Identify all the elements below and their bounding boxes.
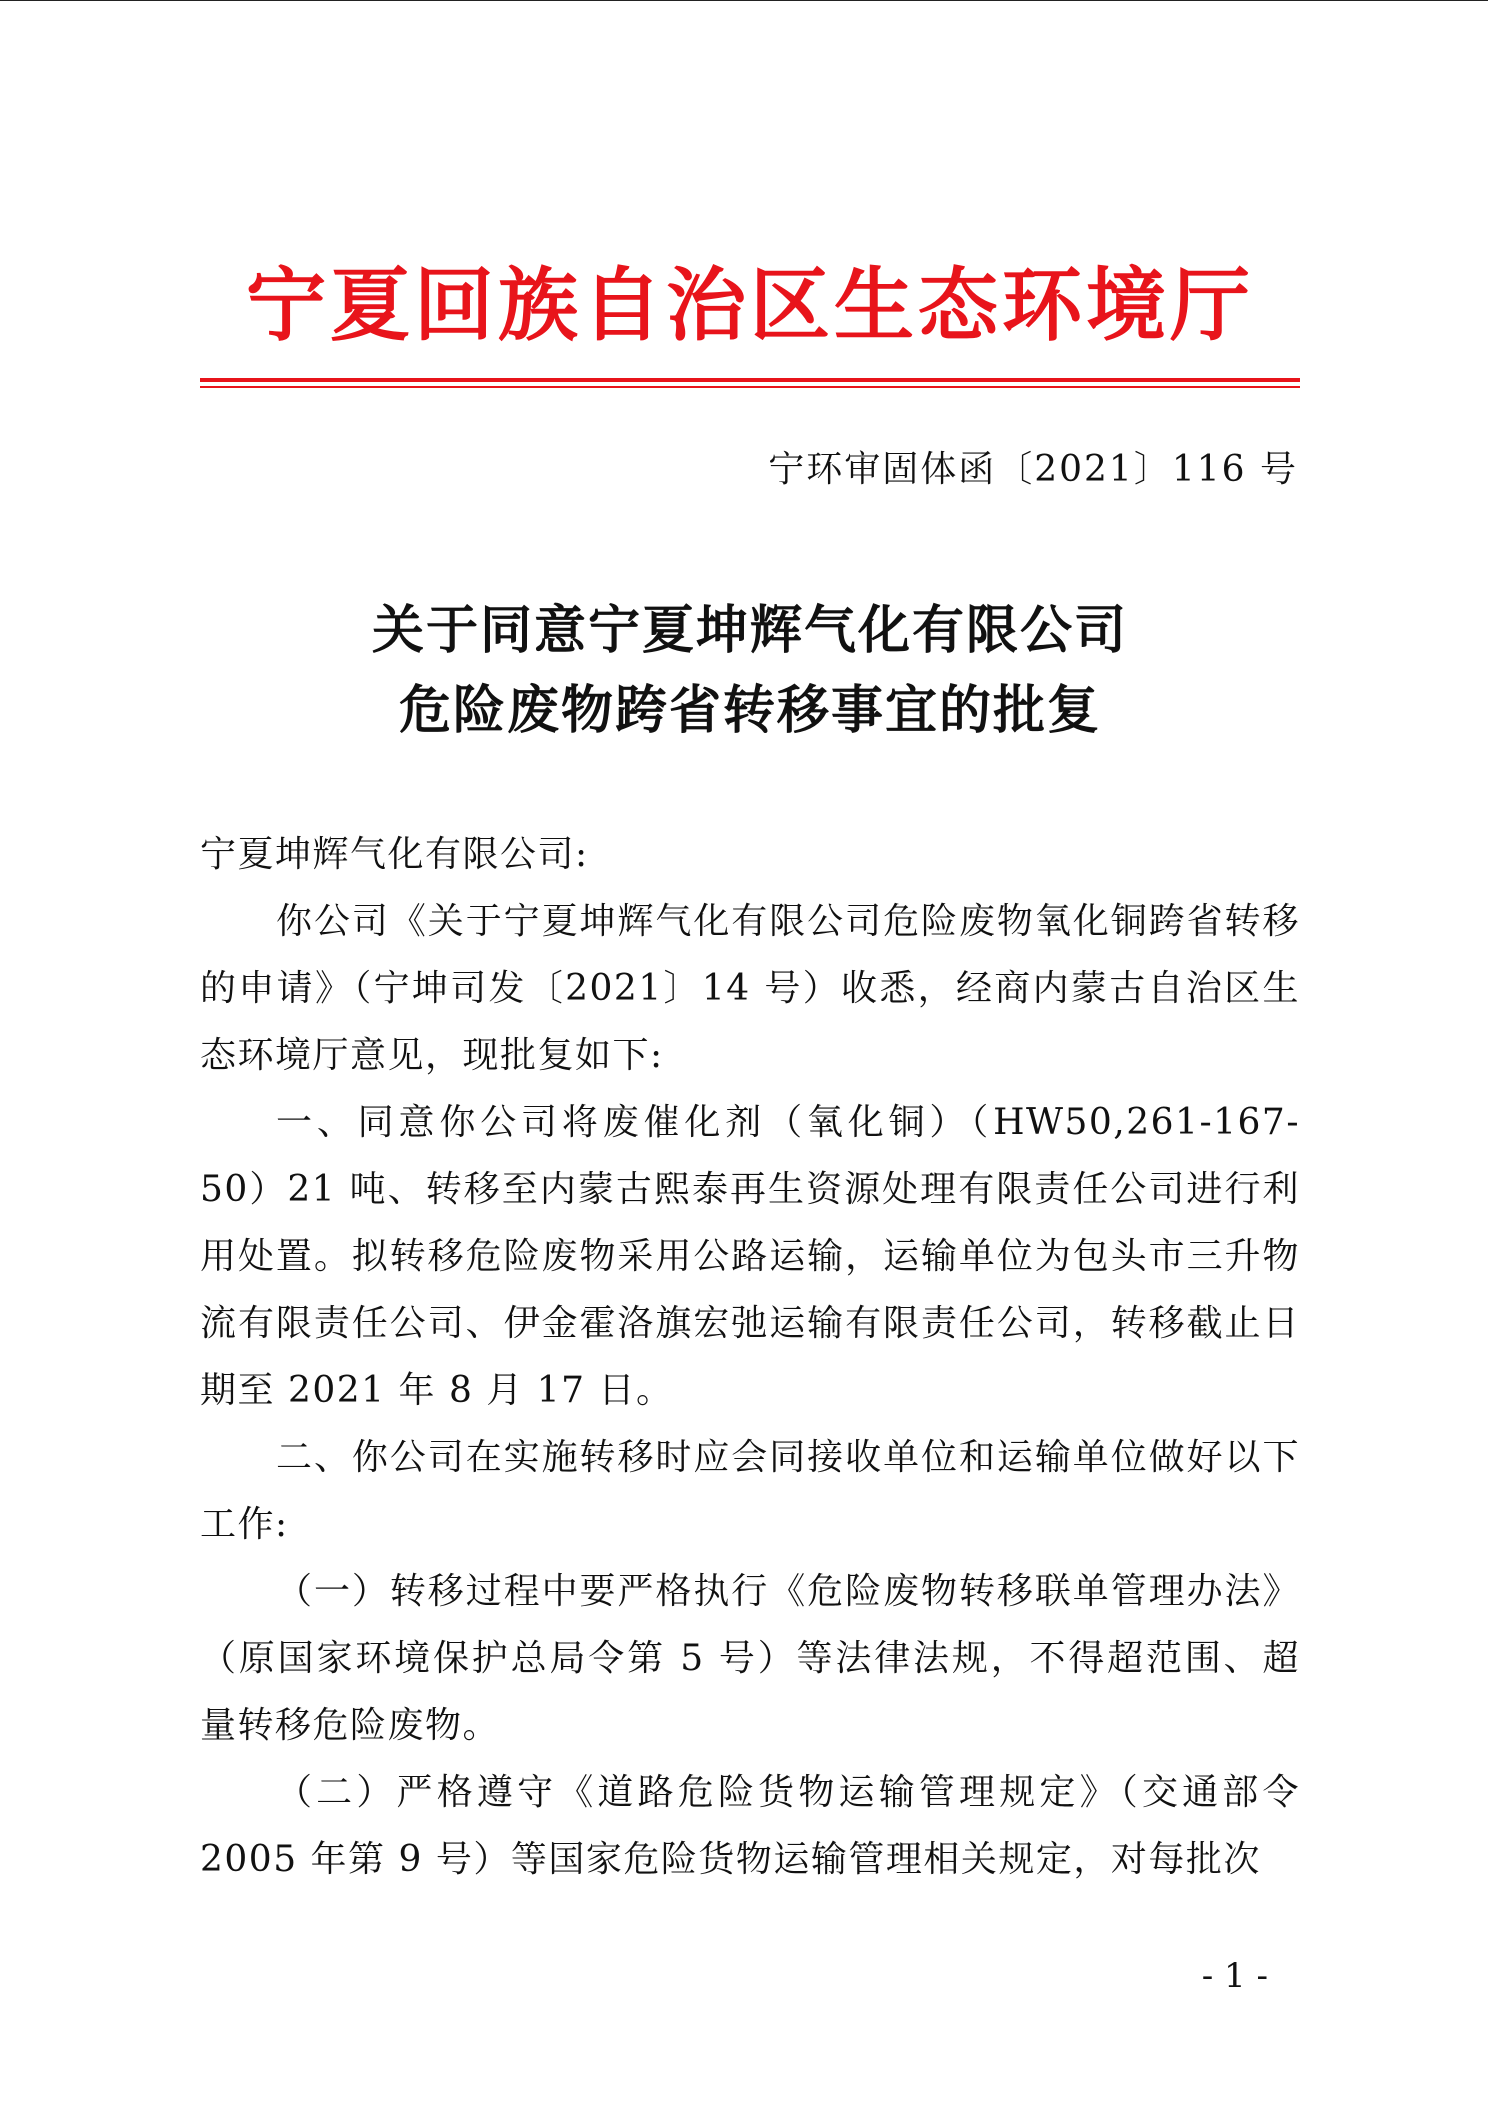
document-title-line-1: 关于同意宁夏坤辉气化有限公司 (371, 601, 1128, 661)
paragraph-4: （一）转移过程中要严格执行《危险废物转移联单管理办法》（原国家环境保护总局令第 5 号）等法律法规，不得超范围、超量转移危险废物。 (200, 1571, 1300, 1746)
red-header-rule-thin (200, 386, 1300, 388)
document-number: 宁环审固体函〔2021〕116 号 (768, 449, 1298, 490)
page-number: - 1 - (1201, 1956, 1268, 1996)
salutation: 宁夏坤辉气化有限公司: (200, 834, 589, 875)
issuing-organization-title: 宁夏回族自治区生态环境厅 (246, 259, 1254, 352)
document-body (200, 821, 1300, 1893)
paragraph-3: 二、你公司在实施转移时应会同接收单位和运输单位做好以下工作: (200, 1437, 1300, 1545)
paragraph-1: 你公司《关于宁夏坤辉气化有限公司危险废物氧化铜跨省转移的申请》（宁坤司发〔2021〕14 号）收悉，经商内蒙古自治区生态环境厅意见，现批复如下: (200, 901, 1300, 1076)
paragraph-2: 一、同意你公司将废催化剂（氧化铜）（HW50,261-167-50）21 吨、转移至内蒙古熙泰再生资源处理有限责任公司进行利用处置。拟转移危险废物采用公路运输，运输单位为包头市三升物流有限责任公司、伊金霍洛旗宏弛运输有限责任公司，转移截止日期至 2021 年 8 月 17 日。 (200, 1102, 1300, 1411)
paragraph-5: （二）严格遵守《道路危险货物运输管理规定》（交通部令 2005 年第 9 号）等国家危险货物运输管理相关规定，对每批次 (200, 1772, 1300, 1880)
red-header-rule (200, 378, 1300, 382)
document-title (200, 591, 1300, 751)
document-title-line-2: 危险废物跨省转移事宜的批复 (398, 681, 1101, 741)
